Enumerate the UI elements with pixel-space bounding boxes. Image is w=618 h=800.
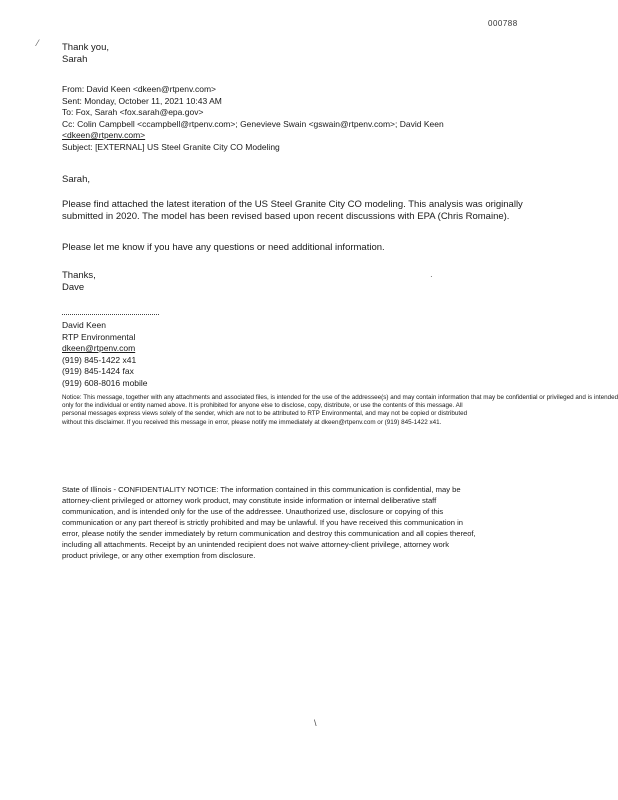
notice-line-3: personal messages express views solely of the sender, which are not to be attributed to RTP Environmental, and may not be copied or distributed: [62, 410, 468, 418]
conf-line-4: communication or any part thereof is strictly prohibited and may be unlawful. If you have received this communication in: [62, 518, 463, 527]
reply-name: Sarah: [62, 54, 88, 65]
conf-line-5: error, please notify the sender immediately by return communication and destroy this communication and all copies thereof,: [62, 529, 476, 538]
conf-line-7: product privilege, or any other exemption from disclosure.: [62, 551, 256, 560]
disclaimer-notice: [62, 394, 618, 427]
body-closing: [62, 270, 96, 294]
sig-phone: (919) 845-1422 x41: [62, 354, 137, 365]
header-from: From: David Keen <dkeen@rtpenv.com>: [62, 84, 216, 94]
reply-thanks: Thank you,: [62, 42, 109, 53]
closing-text: Thanks,: [62, 270, 96, 281]
signature-block: [62, 320, 148, 389]
para2-text: Please let me know if you have any questions or need additional information.: [62, 242, 385, 253]
page-number: 000788: [488, 19, 518, 28]
confidentiality-notice: [62, 484, 476, 561]
body-salutation: [62, 174, 90, 186]
closing-name: Dave: [62, 282, 85, 293]
body-paragraph-2: [62, 242, 385, 254]
header-cc: Cc: Colin Campbell <ccampbell@rtpenv.com>; Genevieve Swain <gswain@rtpenv.com>; David Keen: [62, 118, 444, 129]
email-header: [62, 84, 444, 153]
notice-line-2: only for the individual or entity named above. It is prohibited for anyone else to disclose, copy, distribute, or use the contents of this message. All: [62, 402, 463, 410]
bottom-mark: \: [314, 718, 317, 728]
notice-line-4: without this disclaimer. If you received this message in error, please notify me immediately at dkeen@rtpenv.com or (919) 845-1422 x41.: [62, 418, 442, 426]
para1-line1: Please find attached the latest iteration of the US Steel Granite City CO modeling. This analysis was originally: [62, 199, 523, 210]
margin-mark: ⁄: [37, 38, 39, 48]
sig-company: RTP Environmental: [62, 331, 136, 342]
header-sent: Sent: Monday, October 11, 2021 10:43 AM: [62, 95, 222, 106]
sig-email[interactable]: dkeen@rtpenv.com: [62, 343, 136, 353]
notice-line-1: Notice: This message, together with any attachments and associated files, is intended for the use of the addressee(s) and may contain information that may be confidential or privileged and is intended: [62, 394, 618, 401]
conf-line-1: State of Illinois - CONFIDENTIALITY NOTICE: The information contained in this communication is confidential, may be: [62, 485, 461, 494]
stray-dot: ·: [430, 272, 433, 281]
sig-name: David Keen: [62, 320, 106, 330]
conf-line-2: attorney-client privileged or attorney work product, may constitute inside information or internal deliberative staff: [62, 496, 437, 505]
sig-fax: (919) 845-1424 fax: [62, 366, 134, 376]
conf-line-3: communication, and is intended only for the use of the addressee. Unauthorized use, disclosure or copying of this: [62, 507, 444, 516]
header-subject: Subject: [EXTERNAL] US Steel Granite City CO Modeling: [62, 141, 280, 152]
salutation-text: Sarah,: [62, 174, 90, 185]
conf-line-6: including all attachments. Receipt by an unintended recipient does not waive attorney-client privilege, attorney work: [62, 540, 450, 549]
para1-line2: submitted in 2020. The model has been revised based upon recent discussions with EPA (Chris Romaine).: [62, 211, 510, 222]
body-paragraph-1: [62, 199, 523, 223]
signature-divider: [62, 314, 159, 315]
header-cc-email[interactable]: <dkeen@rtpenv.com>: [62, 130, 146, 140]
sig-mobile: (919) 608-8016 mobile: [62, 377, 148, 388]
header-to: To: Fox, Sarah <fox.sarah@epa.gov>: [62, 107, 204, 117]
reply-signoff: [62, 42, 109, 66]
